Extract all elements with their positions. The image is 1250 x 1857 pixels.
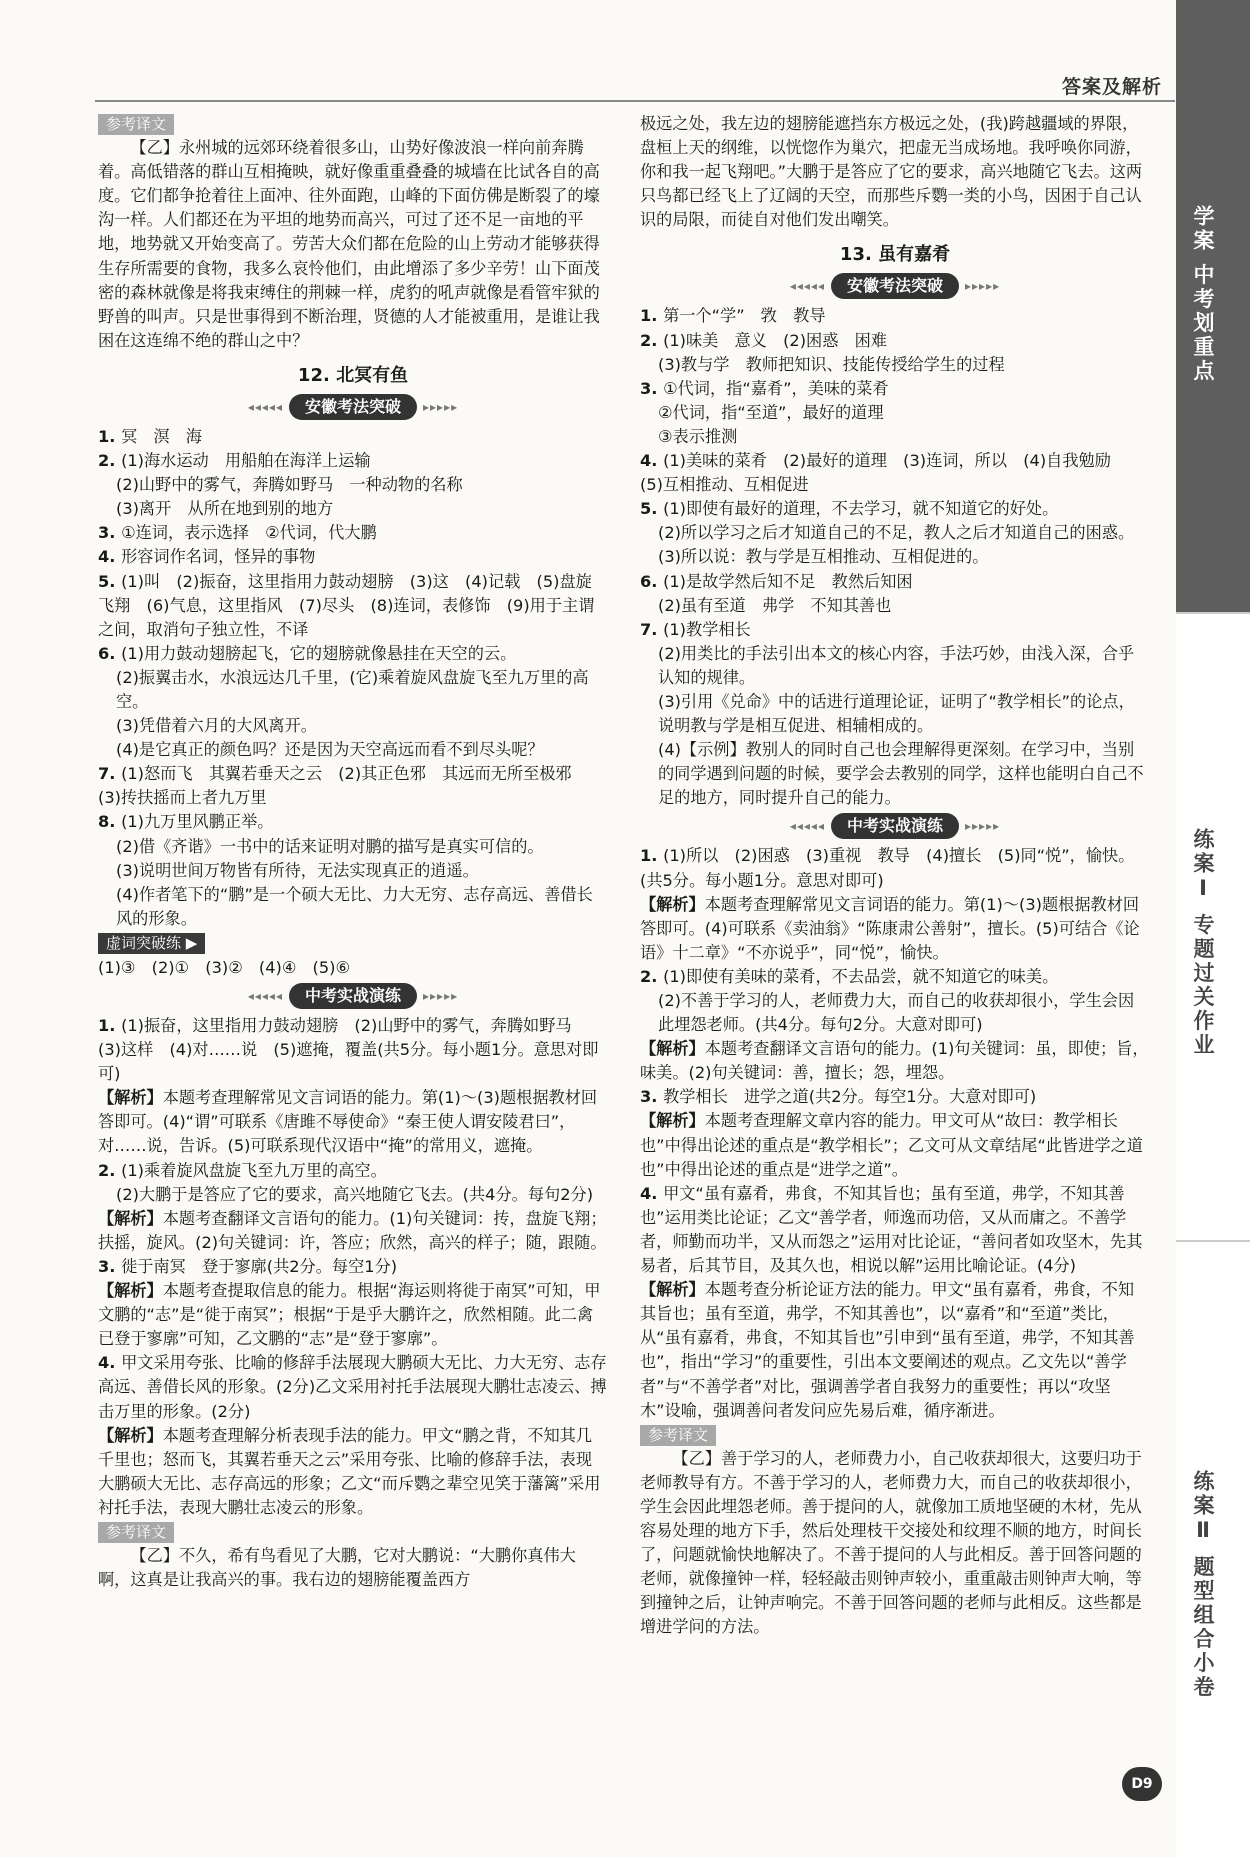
left-column — [98, 112, 608, 1592]
sidebar-section-lianan-1[interactable]: 练案Ⅰ 专题过关作业 — [1191, 828, 1215, 1058]
translation-passage: 【乙】不久，希有鸟看见了大鹏，它对大鹏说：“大鹏你真伟大啊，这真是让我高兴的事。我右边的翅膀能覆盖西方 — [98, 1546, 576, 1590]
answer-item: 4. (1)美味的菜肴 (2)最好的道理 (3)连词，所以 (4)自我勉励 (5)互相推动、互相促进 — [640, 451, 1128, 495]
explanation: 【解析】本题考查分析论证方法的能力。甲文“虽有嘉肴，弗食，不知其旨也；虽有至道，弗学，不知其善也”，以“嘉肴”和“至道”类比，从“虽有嘉肴，弗食，不知其旨也”引申到“虽有至道，弗学，不知其善也”，指出“学习”的重要性，引出本文要阐述的观点。乙文先以“善学者”与“不善学者”对比，强调善学者自我努力的重要性；再以“攻坚木”设喻，强调善问者发问应先易后难，循序渐进。 — [640, 1280, 1135, 1420]
sidebar-divider — [1176, 612, 1250, 614]
answer-item: 4. 甲文“虽有嘉肴，弗食，不知其旨也；虽有至道，弗学，不知其善也”运用类比论证；乙文“善学者，师逸而功倍，又从而庸之。不善学者，师勤而功半，又从而怨之”运用对比论证，“善问者如攻坚木，先其易者，后其节目，及其久也，相说以解”运用比喻论证。(4分) — [640, 1183, 1143, 1276]
answer-line: (4)作者笔下的“鹏”是一个硕大无比、力大无穷、志存高远、善借长风的形象。 — [116, 884, 593, 928]
function-word-answers: (1)③ (2)① (3)② (4)④ (5)⑥ — [98, 957, 350, 977]
answer-item: 1. 第一个“学” 敩 教导 — [640, 306, 826, 326]
answer-line: (2)借《齐谐》一书中的话来证明对鹏的描写是真实可信的。 — [116, 836, 544, 856]
answer-line: (3)说明世间万物皆有所待，无法实现真正的逍遥。 — [116, 860, 479, 880]
answer-item: 3. ①连词，表示选择 ②代词，代大鹏 — [98, 523, 377, 543]
translation-passage: 【乙】永州城的远郊环绕着很多山，山势好像波浪一样向前奔腾着。高低错落的群山互相掩映，就好像重重叠叠的城墙在比试各自的高度。它们都争抢着往上面冲、往外面跑，山峰的下面仿佛是断裂了的壕沟一样。人们都还在为平坦的地势而高兴，可过了还不足一亩地的平地，地势就又开始变高了。劳苦大众们都在危险的山上劳动才能够获得生存所需要的食物，我多么哀怜他们，由此增添了多少辛劳！山下面茂密的森林就像是将我束缚住的荆棘一样，虎豹的吼声就像是看管牢狱的野兽的叫声。只是世事得到不断治理，贤德的人才能被重用，是谁让我困在这连绵不绝的群山之中？ — [98, 138, 600, 350]
answer-line: (2)山野中的雾气，奔腾如野马 一种动物的名称 — [116, 475, 463, 495]
answer-item: 7. (1)教学相长 — [640, 619, 751, 639]
explanation: 【解析】本题考查理解常见文言词语的能力。第(1)～(3)题根据教材回答即可。(4)可联系《卖油翁》“陈康肃公善射”，擅长。(5)可结合《论语》十二章》“不亦说乎”，同“悦”，愉快。 — [640, 894, 1140, 962]
answer-item: 2. (1)海水运动 用船舶在海洋上运输 — [98, 451, 371, 471]
section-title: 13. 虽有嘉肴 — [839, 244, 951, 266]
answer-item: 1. (1)所以 (2)困惑 (3)重视 教导 (4)擅长 (5)同“悦”，愉快。(共5分。每小题1分。意思对即可) — [640, 846, 1135, 890]
answer-item: 4. 形容词作名词，怪异的事物 — [98, 547, 316, 567]
translation-passage: 极远之处，我左边的翅膀能遮挡东方极远之处，(我)跨越疆域的界限，盘桓上天的纲维，以恍惚作为巢穴，把虚无当成场地。我呼唤你同游，你和我一起飞翔吧。”大鹏于是答应了它的要求，高兴地随它飞去。这两只鸟都已经飞上了辽阔的天空，而那些斥鹦一类的小鸟，因困于自己认识的局限，而徒自对他们发出嘲笑。 — [640, 114, 1143, 230]
answer-line: (2)不善于学习的人，老师费力大，而自己的收获却很小，学生会因此埋怨老师。(共4分。每句2分。大意对即可) — [658, 991, 1135, 1035]
explanation: 【解析】本题考查理解常见文言词语的能力。第(1)～(3)题根据教材回答即可。(4)“谓”可联系《唐雎不辱使命》“秦王使人谓安陵君曰”，对……说，告诉。(5)可联系现代汉语中“掩”的常用义，遮掩。 — [98, 1088, 598, 1156]
answer-item: 5. (1)即使有最好的道理，不去学习，就不知道它的好处。 — [640, 499, 1059, 519]
answer-item: 6. (1)用力鼓动翅膀起飞，它的翅膀就像悬挂在天空的云。 — [98, 643, 517, 663]
section-title: 12. 北冥有鱼 — [297, 364, 409, 386]
page-number: D9 — [1122, 1767, 1162, 1801]
header-divider — [95, 100, 1175, 102]
answer-item: 2. (1)即使有美味的菜肴，不去品尝，就不知道它的味美。 — [640, 966, 1059, 986]
reference-translation-tag: 参考译文 — [98, 1522, 174, 1543]
explanation: 【解析】本题考查翻译文言语句的能力。(1)句关键词：抟，盘旋飞翔；扶摇，旋风。(2)句关键词：许，答应；欣然，高兴的样子；随，跟随。 — [98, 1208, 607, 1252]
section-banner: ◂◂◂◂◂ 中考实战演练 ▸▸▸▸▸ — [98, 982, 608, 1010]
answer-item: 8. (1)九万里风鹏正举。 — [98, 812, 274, 832]
answer-line: (3)所以说：教与学是互相推动、互相促进的。 — [658, 547, 989, 567]
answer-item: 3. ①代词，指“嘉肴”，美味的菜肴 — [640, 378, 889, 398]
explanation: 【解析】本题考查提取信息的能力。根据“海运则将徙于南冥”可知，甲文鹏的“志”是“徙于南冥”；根据“于是乎大鹏许之，欣然相随。此二禽已登于寥廓”可知，乙文鹏的“志”是“登于寥廓”。 — [98, 1281, 601, 1349]
answer-item: 5. (1)叫 (2)振奋，这里指用力鼓动翅膀 (3)这 (4)记载 (5)盘旋飞翔 (6)气息，这里指风 (7)尽头 (8)连词，表修饰 (9)用于主谓之间，取消句子独立性，不译 — [98, 571, 595, 639]
answer-line: ②代词，指“至道”，最好的道理 — [658, 402, 884, 422]
answer-line: (4)是它真正的颜色吗？还是因为天空高远而看不到尽头呢？ — [116, 740, 544, 760]
answer-item: 6. (1)是故学然后知不足 教然后知困 — [640, 571, 913, 591]
sidebar-section-lianan-2[interactable]: 练案Ⅱ 题型组合小卷 — [1191, 1470, 1215, 1700]
answer-line: (3)教与学 教师把知识、技能传授给学生的过程 — [658, 354, 1005, 374]
answer-line: ③表示推测 — [658, 426, 738, 446]
translation-passage: 【乙】善于学习的人，老师费力小，自己收获却很大，这要归功于老师教导有方。不善于学习的人，老师费力大，而自己的收获却很小，学生会因此埋怨老师。善于提问的人，就像加工质地坚硬的木材，先从容易处理的地方下手，然后处理枝干交接处和纹理不顺的地方，时间长了，问题就愉快地解决了。不善于提问的人与此相反。善于回答问题的老师，就像撞钟一样，轻轻敲击则钟声较小，重重敲击则钟声大响，等到撞钟之后，让钟声响完。不善于回答问题的老师与此相反。这些都是增进学问的方法。 — [640, 1448, 1142, 1637]
answer-line: (4)【示例】教别人的同时自己也会理解得更深刻。在学习中，当别的同学遇到问题的时候，要学会去教别的同学，这样也能明白自己不足的地方，同时提升自己的能力。 — [658, 740, 1144, 808]
function-word-practice-tag: 虚词突破练 ▶ — [98, 933, 205, 954]
answer-line: (2)用类比的手法引出本文的核心内容，手法巧妙，由浅入深，合乎认知的规律。 — [658, 643, 1135, 687]
sidebar-divider — [1176, 1240, 1250, 1242]
reference-translation-tag: 参考译文 — [98, 114, 174, 135]
answer-item: 1. (1)振奋，这里指用力鼓动翅膀 (2)山野中的雾气，奔腾如野马 (3)这样 (4)对……说 (5)遮掩，覆盖(共5分。每小题1分。意思对即可) — [98, 1016, 599, 1084]
answer-line: (3)引用《兑命》中的话进行道理论证，证明了“教学相长”的论点，说明教与学是相互促进、相辅相成的。 — [658, 691, 1135, 736]
answer-line: (2)大鹏于是答应了它的要求，高兴地随它飞去。(共4分。每句2分) — [116, 1184, 594, 1204]
answer-item: 1. 冥 溟 海 — [98, 426, 202, 446]
answer-item: 3. 教学相长 进学之道(共2分。每空1分。大意对即可) — [640, 1087, 1037, 1107]
answer-line: (2)所以学习之后才知道自己的不足，教人之后才知道自己的困惑。 — [658, 523, 1135, 543]
answer-item: 3. 徙于南冥 登于寥廓(共2分。每空1分) — [98, 1256, 398, 1276]
answer-line: (2)振翼击水，水浪远达几千里，(它)乘着旋风盘旋飞至九万里的高空。 — [116, 667, 589, 711]
right-column — [640, 112, 1150, 1640]
reference-translation-tag: 参考译文 — [640, 1425, 716, 1446]
explanation: 【解析】本题考查理解文章内容的能力。甲文可从“故曰：教学相长也”中得出论述的重点是“教学相长”；乙文可从文章结尾“此皆进学之道也”中得出论述的重点是“进学之道”。 — [640, 1111, 1143, 1179]
answer-item: 7. (1)怒而飞 其翼若垂天之云 (2)其正色邪 其远而无所至极邪 (3)抟扶摇而上者九万里 — [98, 764, 588, 808]
answer-line: (3)离开 从所在地到别的地方 — [116, 499, 334, 519]
explanation: 【解析】本题考查翻译文言语句的能力。(1)句关键词：虽，即使；旨，味美。(2)句关键词：善，擅长；怨，埋怨。 — [640, 1039, 1149, 1083]
sidebar-section-xuean[interactable]: 学案 中考划重点 — [1191, 205, 1215, 384]
answer-item: 2. (1)味美 意义 (2)困惑 困难 — [640, 330, 887, 350]
answer-line: (3)凭借着六月的大风离开。 — [116, 716, 317, 736]
section-banner: ◂◂◂◂◂ 安徽考法突破 ▸▸▸▸▸ — [640, 272, 1150, 300]
answer-item: 4. 甲文采用夸张、比喻的修辞手法展现大鹏硕大无比、力大无穷、志存高远、善借长风的形象。(2分)乙文采用衬托手法展现大鹏壮志凌云、搏击万里的形象。(2分) — [98, 1353, 607, 1421]
section-banner: ◂◂◂◂◂ 中考实战演练 ▸▸▸▸▸ — [640, 812, 1150, 840]
header-title: 答案及解析 — [1061, 76, 1162, 98]
answer-line: (2)虽有至道 弗学 不知其善也 — [658, 595, 892, 615]
section-banner: ◂◂◂◂◂ 安徽考法突破 ▸▸▸▸▸ — [98, 393, 608, 421]
answer-item: 2. (1)乘着旋风盘旋飞至九万里的高空。 — [98, 1160, 387, 1180]
explanation: 【解析】本题考查理解分析表现手法的能力。甲文“鹏之背，不知其几千里也；怒而飞，其翼若垂天之云”采用夸张、比喻的修辞手法，表现大鹏硕大无比、志存高远的形象；乙文“而斥鹦之辈空见笑于藩篱”采用衬托手法，表现大鹏壮志凌云的形象。 — [98, 1425, 601, 1517]
